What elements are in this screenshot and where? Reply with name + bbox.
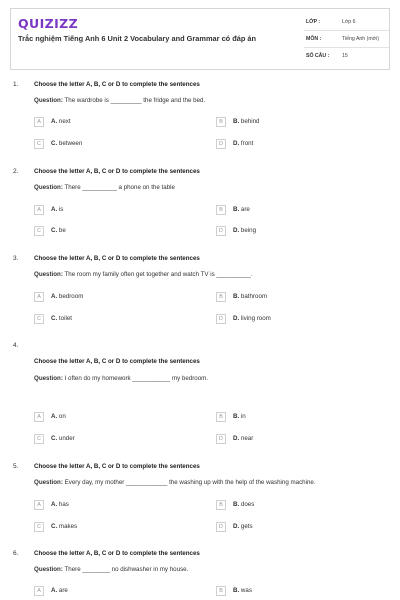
option-letter-box: D: [216, 522, 226, 532]
option-label: [233, 315, 271, 322]
option-label: [51, 501, 69, 508]
option-label: [233, 435, 253, 442]
option-label: [51, 435, 75, 442]
question-instruction: Choose the letter A, B, C or D to complete the sentences: [34, 81, 200, 88]
option-letter-box: A: [34, 412, 44, 422]
option-letter-box: A: [34, 586, 44, 596]
prompt-after: .: [250, 271, 253, 278]
option-text: is: [58, 206, 64, 213]
prompt-before: I often do my homework: [64, 375, 133, 382]
option-b[interactable]: [216, 499, 366, 511]
option-prefix: B.: [233, 118, 240, 125]
option-b[interactable]: [216, 291, 366, 303]
option-letter-box: C: [34, 226, 44, 236]
question-label: Question:: [34, 375, 63, 382]
meta-row-question-count: [304, 49, 389, 65]
option-prefix: B.: [233, 413, 240, 420]
option-a[interactable]: [34, 204, 184, 216]
question-label: Question:: [34, 184, 63, 191]
option-prefix: B.: [233, 587, 240, 594]
option-label: [51, 227, 66, 234]
prompt-after: the fridge and the bed.: [141, 97, 206, 104]
question-number: 1.: [13, 81, 19, 88]
option-text: being: [240, 227, 257, 234]
option-letter-box: A: [34, 500, 44, 510]
option-d[interactable]: [216, 225, 366, 237]
option-a[interactable]: [34, 499, 184, 511]
option-prefix: B.: [233, 206, 240, 213]
option-text: under: [58, 435, 75, 442]
prompt-before: Every day, my mother: [64, 479, 127, 486]
question-prompt: [34, 479, 316, 486]
option-text: does: [240, 501, 255, 508]
option-letter-box: C: [34, 139, 44, 149]
prompt-after: a phone on the table: [116, 184, 175, 191]
option-d[interactable]: [216, 138, 366, 150]
prompt-before: There: [64, 566, 83, 573]
option-text: between: [58, 140, 83, 147]
option-text: gets: [240, 523, 253, 530]
option-prefix: C.: [51, 435, 58, 442]
option-text: near: [240, 435, 254, 442]
option-text: on: [58, 413, 66, 420]
prompt-after: no dishwasher in my house.: [109, 566, 189, 573]
option-letter-box: D: [216, 139, 226, 149]
option-label: [51, 140, 82, 147]
option-label: [233, 523, 253, 530]
question-label: Question:: [34, 566, 63, 573]
option-b[interactable]: [216, 204, 366, 216]
option-text: makes: [58, 523, 78, 530]
question-prompt: [34, 566, 188, 573]
option-c[interactable]: [34, 225, 184, 237]
option-text: are: [58, 587, 68, 594]
option-prefix: D.: [233, 523, 240, 530]
prompt-before: The wardrobe is: [64, 97, 111, 104]
option-letter-box: C: [34, 434, 44, 444]
option-text: bedroom: [58, 293, 84, 300]
option-prefix: A.: [51, 206, 58, 213]
question-number: 3.: [13, 255, 19, 262]
prompt-blank: ________: [82, 566, 110, 573]
prompt-blank: __________: [82, 184, 117, 191]
meta-value: Lớp 6: [342, 19, 356, 25]
question-label: Question:: [34, 479, 63, 486]
option-label: [233, 413, 246, 420]
option-a[interactable]: [34, 585, 184, 597]
option-letter-box: B: [216, 292, 226, 302]
option-text: are: [240, 206, 250, 213]
option-text: has: [58, 501, 69, 508]
option-prefix: D.: [233, 140, 240, 147]
option-letter-box: A: [34, 205, 44, 215]
question-instruction: Choose the letter A, B, C or D to complete the sentences: [34, 550, 200, 557]
option-label: [233, 227, 256, 234]
option-b[interactable]: [216, 116, 366, 128]
option-label: [233, 140, 253, 147]
question-number: 5.: [13, 463, 19, 470]
meta-label: LỚP :: [306, 19, 321, 25]
prompt-before: There: [64, 184, 83, 191]
option-letter-box: B: [216, 205, 226, 215]
question-label: Question:: [34, 97, 63, 104]
question-instruction: Choose the letter A, B, C or D to complete the sentences: [34, 463, 200, 470]
option-prefix: D.: [233, 435, 240, 442]
option-label: [51, 413, 66, 420]
option-text: be: [58, 227, 66, 234]
option-label: [233, 206, 250, 213]
meta-row-subject: [304, 32, 389, 48]
option-prefix: A.: [51, 118, 58, 125]
option-c[interactable]: [34, 521, 184, 533]
option-label: [51, 293, 83, 300]
option-letter-box: C: [34, 522, 44, 532]
option-label: [51, 206, 63, 213]
option-label: [51, 315, 72, 322]
option-a[interactable]: [34, 116, 184, 128]
meta-label: SỐ CÂU :: [306, 53, 330, 59]
option-prefix: B.: [233, 293, 240, 300]
option-text: behind: [240, 118, 260, 125]
option-c[interactable]: [34, 313, 184, 325]
option-letter-box: B: [216, 500, 226, 510]
option-d[interactable]: [216, 521, 366, 533]
option-prefix: C.: [51, 140, 58, 147]
option-label: [233, 118, 260, 125]
option-label: [233, 587, 252, 594]
option-d[interactable]: [216, 313, 366, 325]
option-text: front: [240, 140, 254, 147]
option-prefix: D.: [233, 227, 240, 234]
option-letter-box: B: [216, 117, 226, 127]
option-letter-box: B: [216, 412, 226, 422]
prompt-blank: ____________: [126, 479, 168, 486]
option-prefix: C.: [51, 523, 58, 530]
option-letter-box: B: [216, 586, 226, 596]
option-prefix: A.: [51, 293, 58, 300]
option-letter-box: D: [216, 434, 226, 444]
question-label: Question:: [34, 271, 63, 278]
option-label: [51, 523, 77, 530]
meta-label: MÔN :: [306, 36, 322, 42]
option-letter-box: A: [34, 292, 44, 302]
option-label: [233, 293, 267, 300]
option-d[interactable]: [216, 433, 366, 445]
question-number: 2.: [13, 168, 19, 175]
option-text: next: [58, 118, 71, 125]
option-text: toilet: [58, 315, 72, 322]
prompt-after: the washing up with the help of the washing machine.: [167, 479, 316, 486]
option-text: bathroom: [240, 293, 268, 300]
option-prefix: A.: [51, 587, 58, 594]
prompt-blank: __________: [216, 271, 251, 278]
option-prefix: D.: [233, 315, 240, 322]
option-letter-box: A: [34, 117, 44, 127]
option-letter-box: D: [216, 226, 226, 236]
option-prefix: A.: [51, 501, 58, 508]
meta-row-class: [304, 15, 389, 31]
option-text: living room: [240, 315, 271, 322]
option-letter-box: C: [34, 314, 44, 324]
question-prompt: [34, 184, 175, 191]
question-instruction: Choose the letter A, B, C or D to complete the sentences: [34, 358, 200, 365]
option-text: in: [240, 413, 246, 420]
meta-value: Tiếng Anh (mới): [342, 36, 379, 42]
option-prefix: B.: [233, 501, 240, 508]
question-prompt: [34, 375, 208, 382]
option-label: [51, 118, 71, 125]
prompt-before: The room my family often get together and watch TV is: [64, 271, 217, 278]
question-prompt: [34, 271, 253, 278]
option-text: was: [240, 587, 252, 594]
option-a[interactable]: [34, 411, 184, 423]
option-b[interactable]: [216, 411, 366, 423]
option-label: [51, 587, 68, 594]
meta-value: 15: [342, 53, 348, 59]
question-prompt: [34, 97, 205, 104]
prompt-blank: ___________: [132, 375, 171, 382]
option-prefix: A.: [51, 413, 58, 420]
question-number: 4.: [13, 342, 19, 349]
option-c[interactable]: [34, 433, 184, 445]
option-c[interactable]: [34, 138, 184, 150]
option-b[interactable]: [216, 585, 366, 597]
question-instruction: Choose the letter A, B, C or D to complete the sentences: [34, 168, 200, 175]
option-prefix: C.: [51, 227, 58, 234]
option-a[interactable]: [34, 291, 184, 303]
option-letter-box: D: [216, 314, 226, 324]
prompt-blank: _________: [110, 97, 142, 104]
document-header: [10, 8, 390, 70]
quizizz-logo: QUIZIZZ: [18, 16, 79, 31]
option-label: [233, 501, 254, 508]
prompt-after: my bedroom.: [170, 375, 209, 382]
question-number: 6.: [13, 550, 19, 557]
page-title: Trắc nghiệm Tiếng Anh 6 Unit 2 Vocabulary and Grammar có đáp án: [18, 34, 257, 43]
question-instruction: Choose the letter A, B, C or D to complete the sentences: [34, 255, 200, 262]
option-prefix: C.: [51, 315, 58, 322]
